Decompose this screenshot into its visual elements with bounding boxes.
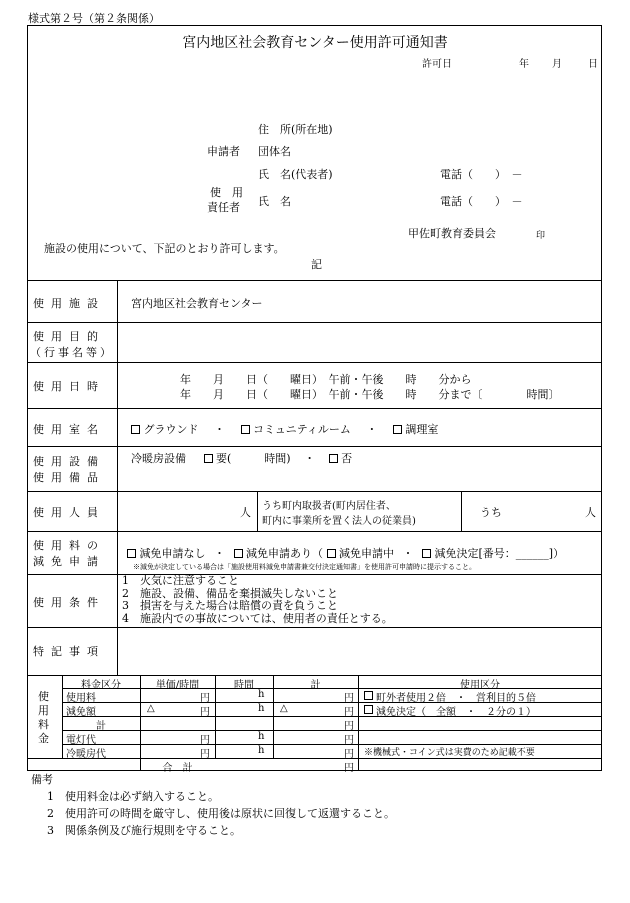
phone-responsible: 電話（ ） －	[440, 195, 523, 208]
datetime-to: 年 月 日（ 曜日） 午前・午後 時 分まで〔 時間〕	[180, 388, 560, 401]
room-ground-label: グラウンド	[143, 423, 199, 436]
phone-applicant: 電話（ ） －	[440, 168, 523, 181]
checkbox-community[interactable]	[241, 425, 250, 434]
address-label: 住 所(所在地)	[258, 123, 333, 136]
aircon-label: 冷暖房設備	[131, 452, 186, 465]
header-unit-price: 単価/時間	[155, 680, 200, 691]
remark-item: 3 関係条例及び施行規則を守ること。	[47, 824, 241, 837]
checkbox-fee-none[interactable]	[127, 549, 136, 558]
remarks-list	[47, 788, 395, 839]
row-usage-note: 町外者使用２倍 ・ 営利目的５倍	[376, 693, 536, 704]
side-char: 料	[38, 718, 49, 731]
checkbox-usage[interactable]	[364, 691, 373, 700]
room-kitchen-label: 調理室	[405, 423, 439, 436]
fee-none-label: 減免申請なし	[139, 547, 206, 560]
checkbox-fee-yes[interactable]	[234, 549, 243, 558]
remarks-title: 備考	[31, 773, 53, 786]
row-yen: 円	[200, 707, 210, 718]
separator: ・	[214, 547, 225, 560]
people-town-line2: 町内に事業所を置く法人の従業員)	[262, 516, 416, 527]
row-yen: 円	[200, 693, 210, 704]
datetime-from: 年 月 日（ 曜日） 午前・午後 時 分から	[180, 373, 472, 386]
row-triangle-mark: △	[280, 703, 288, 714]
side-char: 使	[38, 690, 49, 703]
fee-side-label	[38, 690, 49, 746]
row-subtotal-yen: 円	[344, 749, 354, 760]
condition-item: 4 施設内での事故については、使用者の責任とする。	[122, 611, 393, 625]
fee-pending-label: 減免申請中	[339, 547, 394, 560]
people-unit: 人	[240, 506, 251, 519]
fee-label-1: 使用料の	[33, 539, 105, 552]
header-usage-type: 使用区分	[460, 680, 500, 691]
row-category: 使用料	[66, 693, 96, 704]
checkbox-ground[interactable]	[131, 425, 140, 434]
no-label: 否	[341, 452, 353, 465]
separator: ・	[402, 547, 414, 560]
responsible-name-label: 氏 名	[258, 195, 291, 208]
row-subtotal-yen: 円	[344, 721, 354, 732]
fee-label-2: 減免申請	[33, 555, 105, 568]
people-unit-2: 人	[585, 506, 596, 519]
equipment-label-1: 使用設備	[33, 455, 105, 468]
condition-item: 3 損害を与えた場合は賠償の責を負うこと	[122, 599, 338, 612]
checkbox-usage[interactable]	[364, 705, 373, 714]
applicant-label: 申請者	[207, 145, 240, 158]
facility-label: 使用施設	[33, 297, 105, 310]
checkbox-need[interactable]	[204, 454, 213, 463]
remark-item: 1 使用料金は必ず納入すること。	[47, 790, 219, 803]
form-number: 様式第２号（第２条関係）	[28, 12, 160, 25]
permit-date-month: 月	[552, 59, 562, 70]
row-subtotal-yen: 円	[344, 707, 354, 718]
total-label: 合 計	[162, 763, 193, 774]
row-hours-unit: h	[258, 745, 265, 756]
row-category: 減免額	[66, 707, 96, 718]
checkbox-kitchen[interactable]	[393, 425, 402, 434]
page-title: 宮内地区社会教育センター使用許可通知書	[182, 35, 448, 51]
checkbox-no[interactable]	[329, 454, 338, 463]
equipment-options	[131, 450, 352, 466]
people-uchi: うち	[480, 506, 502, 519]
row-yen: 円	[200, 735, 210, 746]
separator: ・	[366, 423, 378, 436]
condition-item: 1 火気に注意すること	[122, 574, 239, 587]
room-options	[131, 421, 438, 437]
row-usage-note: 減免決定（ 全額 ・ ２分の１）	[376, 707, 536, 718]
room-community-label: コミュニティルーム	[253, 423, 351, 436]
row-subtotal-yen: 円	[344, 735, 354, 746]
purpose-label-2: （行事名等）	[30, 346, 114, 359]
fee-options	[127, 545, 564, 561]
org-label: 団体名	[258, 145, 291, 158]
people-label: 使用人員	[33, 506, 105, 519]
people-town-line1: うち町内取扱者(町内居住者、	[262, 501, 396, 512]
row-category: 冷暖房代	[66, 749, 106, 760]
fee-yes-label: 減免申請あり（	[246, 547, 323, 560]
checkbox-fee-pending[interactable]	[327, 549, 336, 558]
representative-label: 氏 名(代表者)	[258, 168, 333, 181]
room-label: 使用室名	[33, 423, 105, 436]
issuer: 甲佐町教育委員会	[408, 227, 496, 240]
remark-item: 2 使用許可の時間を厳守し、使用後は原状に回復して返還すること。	[47, 807, 395, 820]
row-hours-unit: h	[258, 703, 265, 714]
condition-item: 2 施設、設備、備品を棄損滅失しないこと	[122, 586, 338, 600]
row-category: 計	[96, 721, 106, 732]
total-yen: 円	[344, 763, 354, 774]
row-yen: 円	[200, 749, 210, 760]
permit-statement: 施設の使用について、下記のとおり許可します。	[44, 242, 285, 255]
fee-note: ※減免が決定している場合は「施設使用料減免申請書兼交付決定通知書」を使用許可申請時に提示すること。	[133, 563, 476, 571]
row-triangle-mark: △	[147, 703, 155, 714]
permit-date-day: 日	[588, 59, 598, 70]
row-category: 電灯代	[66, 735, 96, 746]
datetime-label: 使用日時	[33, 380, 105, 393]
row-subtotal-yen: 円	[344, 693, 354, 704]
fee-decided-label: 減免決定[番号：______]）	[434, 547, 565, 560]
header-hours: 時間	[234, 680, 254, 691]
header-total: 計	[310, 680, 321, 691]
side-char: 用	[38, 704, 49, 717]
conditions-label: 使用条件	[33, 596, 105, 609]
need-label: 要( 時間)	[216, 452, 291, 465]
side-char: 金	[38, 732, 49, 745]
facility-value: 宮内地区社会教育センター	[131, 297, 263, 310]
row-usage-note: ※機械式・コイン式は実費のため記載不要	[364, 748, 535, 758]
ki-label: 記	[311, 258, 322, 271]
seal-mark: 印	[536, 231, 546, 241]
row-hours-unit: h	[258, 731, 265, 742]
responsible-label-1: 使 用	[210, 186, 243, 199]
conditions-list	[122, 575, 393, 625]
responsible-label-2: 責任者	[207, 201, 240, 214]
separator: ・	[304, 452, 316, 465]
purpose-label-1: 使用目的	[33, 330, 105, 343]
permit-date-year: 年	[519, 59, 529, 70]
special-label: 特記事項	[33, 645, 105, 658]
separator: ・	[214, 423, 225, 436]
header-category: 料金区分	[81, 680, 121, 691]
permit-date-label: 許可日	[422, 59, 452, 70]
equipment-label-2: 使用備品	[33, 471, 105, 484]
checkbox-fee-decided[interactable]	[422, 549, 431, 558]
row-hours-unit: h	[258, 689, 265, 700]
